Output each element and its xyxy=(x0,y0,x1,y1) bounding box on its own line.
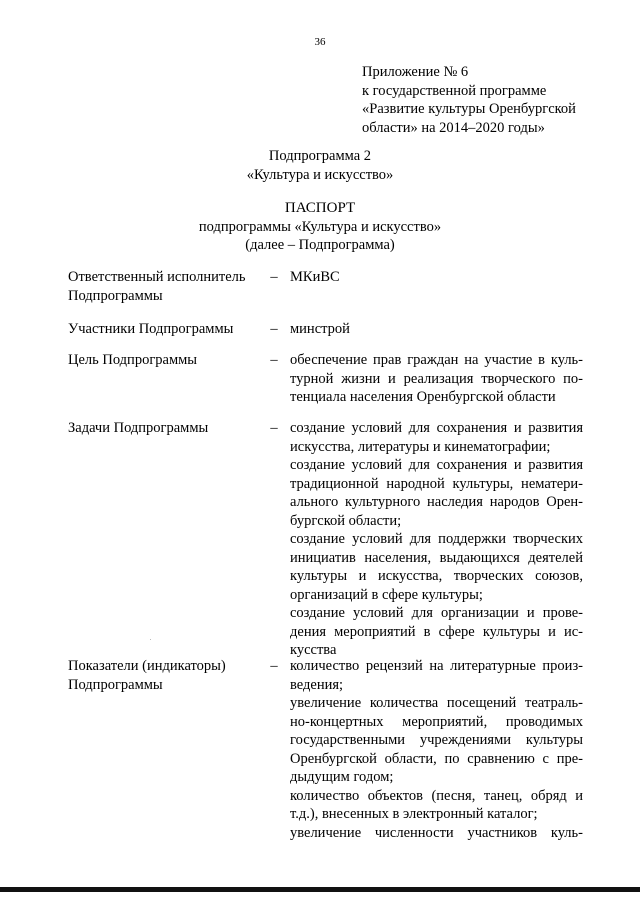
row-value-line: МКиВС xyxy=(290,269,340,285)
row-label-line: Подпрограммы xyxy=(68,676,163,693)
row-value-line: количество рецензий на литературные произ- xyxy=(290,658,583,674)
row-value-line: минстрой xyxy=(290,321,350,337)
row-value xyxy=(290,419,583,660)
row-value xyxy=(290,351,583,407)
row-label xyxy=(68,657,263,694)
row-label-line: Цель Подпрограммы xyxy=(68,352,198,368)
row-value-line: создание условий для сохранения и развития xyxy=(290,457,583,473)
row-label-line: Подпрограммы xyxy=(68,287,163,304)
row-value-line: количество объектов (песня, танец, обряд и xyxy=(290,787,583,804)
scan-speck xyxy=(150,639,151,640)
row-label xyxy=(68,320,263,339)
row-value-line: турной жизни и реализация творческого по- xyxy=(290,370,583,387)
row-value-line: обеспечение прав граждан на участие в куль- xyxy=(290,352,583,368)
row-value-line: но-концертных мероприятий, проводимых xyxy=(290,713,583,730)
row-value-line: ального культурного наследия народов Орен- xyxy=(290,494,583,510)
passport-note: (далее – Подпрограмма) xyxy=(245,237,395,253)
row-value-line: традиционной народной культуры, нематери- xyxy=(290,475,583,492)
bottom-scan-edge xyxy=(0,887,640,892)
row-dash: – xyxy=(270,321,278,337)
passport-title: ПАСПОРТ xyxy=(284,200,356,216)
row-value-line: создание условий для сохранения и развития xyxy=(290,420,583,436)
row-value-line: организаций в сфере культуры; xyxy=(290,586,483,603)
row-value-line: государственными учреждениями культуры xyxy=(290,732,583,748)
row-value xyxy=(290,268,583,287)
row-label-line: Задачи Подпрограммы xyxy=(68,420,209,436)
row-value-line: создание условий для организации и прове- xyxy=(290,605,583,621)
row-dash: – xyxy=(270,658,278,674)
row-value-line: инициатив населения, выдающихся деятелей xyxy=(290,549,583,566)
row-value-line: тенциала населения Оренбургской области xyxy=(290,389,556,405)
row-value-line: дыдущим годом; xyxy=(290,769,394,785)
appendix-line: к государственной программе xyxy=(362,82,547,99)
row-value xyxy=(290,657,583,842)
row-value-line: создание условий для поддержки творческих xyxy=(290,531,583,547)
row-value-line: ведения; xyxy=(290,676,344,693)
row-dash: – xyxy=(270,420,278,436)
row-label-line: Ответственный исполнитель xyxy=(68,269,246,285)
row-value xyxy=(290,320,583,339)
row-value-line: искусства, литературы и кинематографии; xyxy=(290,438,551,455)
page-number: 36 xyxy=(314,36,326,48)
passport-heading xyxy=(0,199,640,255)
appendix-line: Приложение № 6 xyxy=(362,64,469,80)
row-value-line: увеличение количества посещений театраль- xyxy=(290,695,583,711)
appendix-line: «Развитие культуры Оренбургской xyxy=(362,101,576,117)
row-value-line: т.д.), внесенных в электронный каталог; xyxy=(290,806,538,822)
appendix-line: области» на 2014–2020 годы» xyxy=(362,119,545,136)
passport-subtitle: подпрограммы «Культура и искусство» xyxy=(198,218,442,235)
appendix-header xyxy=(362,63,576,137)
row-dash: – xyxy=(270,352,278,368)
row-value-line: дения мероприятий в сфере культуры и ис- xyxy=(290,623,583,640)
row-value-line: бургской области; xyxy=(290,512,402,529)
subprogram-name: «Культура и искусство» xyxy=(246,166,394,183)
row-label-line: Показатели (индикаторы) xyxy=(68,658,226,674)
row-label xyxy=(68,268,263,305)
subprogram-title: Подпрограмма 2 xyxy=(268,148,372,164)
row-label xyxy=(68,419,263,438)
row-value-line: Оренбургской области, по сравнению с пре- xyxy=(290,750,583,767)
row-value-line: увеличение численности участников куль- xyxy=(290,824,583,841)
row-label xyxy=(68,351,263,370)
row-label-line: Участники Подпрограммы xyxy=(68,321,234,337)
row-value-line: кусства xyxy=(290,642,337,658)
subprogram-heading xyxy=(0,147,640,184)
row-dash: – xyxy=(270,269,278,285)
row-value-line: культуры и искусства, творческих союзов, xyxy=(290,568,583,584)
